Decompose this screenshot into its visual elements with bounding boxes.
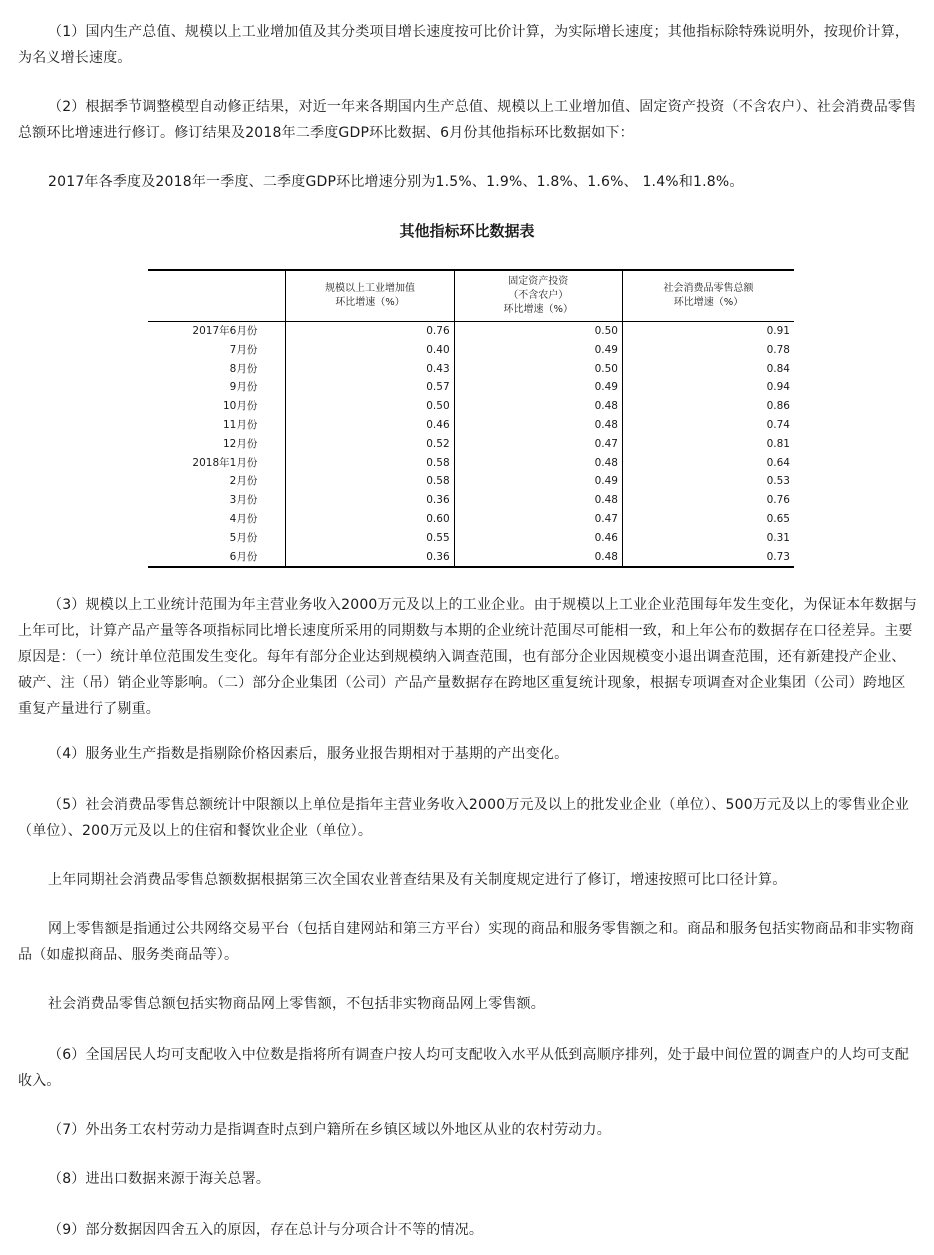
- header-investment: [454, 270, 622, 322]
- table-row: [148, 454, 794, 473]
- industrial-value: 0.50: [286, 397, 454, 416]
- header-retail-line1: 社会消费品零售总额: [663, 283, 754, 294]
- gdp-growth-line: 2017年各季度及2018年一季度、二季度GDP环比增速分别为1.5%、1.9%、1.8%、1.6%、 1.4%和1.8%。: [48, 174, 744, 190]
- note-8: （8）进出口数据来源于海关总署。: [48, 1171, 271, 1187]
- header-period: [148, 270, 286, 322]
- header-investment-line2: （不含农户）: [508, 290, 569, 301]
- table-header-row: [148, 270, 794, 322]
- period-label: 3月份: [229, 494, 258, 507]
- industrial-value: 0.60: [286, 510, 454, 529]
- header-industrial: [286, 270, 454, 322]
- investment-value: 0.48: [454, 416, 622, 435]
- retail-value: 0.53: [622, 472, 794, 491]
- investment-value: 0.47: [454, 510, 622, 529]
- retail-value: 0.78: [622, 341, 794, 360]
- table-row: [148, 510, 794, 529]
- note-5: （5）社会消费品零售总额统计中限额以上单位是指年主营业务收入2000万元及以上的批发业企业（单位）、500万元及以上的零售业企业（单位）、200万元及以上的住宿和餐饮业企业（单位）。: [18, 797, 910, 839]
- period-label: 2017年6月份: [192, 325, 258, 337]
- table-row: [148, 529, 794, 548]
- table-row: [148, 435, 794, 454]
- investment-value: 0.49: [454, 472, 622, 491]
- industrial-value: 0.58: [286, 472, 454, 491]
- period-label: 5月份: [229, 531, 258, 544]
- investment-value: 0.48: [454, 454, 622, 473]
- table-row: [148, 378, 794, 397]
- retail-value: 0.31: [622, 529, 794, 548]
- period-label: 4月份: [229, 512, 258, 525]
- retail-value: 0.81: [622, 435, 794, 454]
- investment-value: 0.46: [454, 529, 622, 548]
- retail-value: 0.86: [622, 397, 794, 416]
- investment-value: 0.48: [454, 548, 622, 568]
- period-label: 7月份: [229, 343, 258, 356]
- note-5-revision: 上年同期社会消费品零售总额数据根据第三次全国农业普查结果及有关制度规定进行了修订，增速按照可比口径计算。: [48, 872, 787, 888]
- industrial-value: 0.36: [286, 491, 454, 510]
- header-investment-line3: 环比增速（%）: [503, 304, 574, 315]
- retail-value: 0.84: [622, 360, 794, 379]
- note-2: （2）根据季节调整模型自动修正结果，对近一年来各期国内生产总值、规模以上工业增加值、固定资产投资（不含农户）、社会消费品零售总额环比增速进行修订。修订结果及2018年二季度GDP环比数据、6月份其他指标环比数据如下：: [18, 99, 917, 141]
- header-retail-line2: 环比增速（%）: [673, 297, 744, 308]
- industrial-value: 0.58: [286, 454, 454, 473]
- note-5-online-retail: 网上零售额是指通过公共网络交易平台（包括自建网站和第三方平台）实现的商品和服务零售额之和。商品和服务包括实物商品和非实物商品（如虚拟商品、服务类商品等）。: [18, 921, 915, 963]
- table-row: [148, 360, 794, 379]
- table-row: [148, 397, 794, 416]
- period-label: 9月份: [229, 381, 258, 394]
- retail-value: 0.65: [622, 510, 794, 529]
- period-label: 2月份: [229, 475, 258, 488]
- retail-value: 0.91: [622, 322, 794, 341]
- note-1: （1）国内生产总值、规模以上工业增加值及其分类项目增长速度按可比价计算，为实际增长速度；其他指标除特殊说明外，按现价计算，为名义增长速度。: [18, 24, 910, 66]
- table-row: [148, 472, 794, 491]
- period-label: 2018年1月份: [192, 456, 258, 469]
- table-row: [148, 491, 794, 510]
- investment-value: 0.50: [454, 322, 622, 341]
- note-5-scope: 社会消费品零售总额包括实物商品网上零售额，不包括非实物商品网上零售额。: [48, 996, 545, 1012]
- mom-data-table: [148, 269, 794, 568]
- table-title: 其他指标环比数据表: [399, 222, 535, 240]
- investment-value: 0.49: [454, 378, 622, 397]
- period-label: 6月份: [148, 548, 286, 568]
- industrial-value: 0.76: [286, 322, 454, 341]
- investment-value: 0.50: [454, 360, 622, 379]
- period-label: 12月份: [222, 437, 258, 450]
- retail-value: 0.64: [622, 454, 794, 473]
- header-retail: [622, 270, 794, 322]
- industrial-value: 0.57: [286, 378, 454, 397]
- retail-value: 0.76: [622, 491, 794, 510]
- investment-value: 0.49: [454, 341, 622, 360]
- header-investment-line1: 固定资产投资: [508, 276, 569, 287]
- retail-value: 0.73: [622, 548, 794, 568]
- investment-value: 0.47: [454, 435, 622, 454]
- industrial-value: 0.36: [286, 548, 454, 568]
- note-3: （3）规模以上工业统计范围为年主营业务收入2000万元及以上的工业企业。由于规模以上工业企业范围每年发生变化，为保证本年数据与上年可比，计算产品产量等各项指标同比增长速度所采用的同期数与本期的企业统计范围尽可能相一致，和上年公布的数据存在口径差异。主要原因是：（一）统计单位范围发生变化。每年有部分企业达到规模纳入调查范围，也有部分企业因规模变小退出调查范围，还有新建投产企业、破产、注（吊）销企业等影响。（二）部分企业集团（公司）产品产量数据存在跨地区重复统计现象，根据专项调查对企业集团（公司）跨地区重复产量进行了剔重。: [18, 597, 918, 717]
- header-industrial-line1: 规模以上工业增加值: [324, 283, 415, 294]
- industrial-value: 0.46: [286, 416, 454, 435]
- industrial-value: 0.52: [286, 435, 454, 454]
- table-row: [148, 548, 794, 568]
- table-row: [148, 416, 794, 435]
- note-4: （4）服务业生产指数是指剔除价格因素后，服务业报告期相对于基期的产出变化。: [48, 746, 569, 762]
- period-label: 8月份: [229, 362, 258, 375]
- industrial-value: 0.43: [286, 360, 454, 379]
- note-9: （9）部分数据因四舍五入的原因，存在总计与分项合计不等的情况。: [48, 1222, 484, 1238]
- industrial-value: 0.40: [286, 341, 454, 360]
- header-industrial-line2: 环比增速（%）: [335, 297, 405, 308]
- investment-value: 0.48: [454, 491, 622, 510]
- table-row: [148, 322, 794, 341]
- industrial-value: 0.55: [286, 529, 454, 548]
- retail-value: 0.74: [622, 416, 794, 435]
- table-row: [148, 341, 794, 360]
- note-7: （7）外出务工农村劳动力是指调查时点到户籍所在乡镇区域以外地区从业的农村劳动力。: [48, 1122, 611, 1138]
- note-6: （6）全国居民人均可支配收入中位数是指将所有调查户按人均可支配收入水平从低到高顺序排列，处于最中间位置的调查户的人均可支配收入。: [18, 1047, 910, 1089]
- investment-value: 0.48: [454, 397, 622, 416]
- period-label: 10月份: [222, 400, 258, 413]
- period-label: 11月份: [222, 418, 258, 431]
- retail-value: 0.94: [622, 378, 794, 397]
